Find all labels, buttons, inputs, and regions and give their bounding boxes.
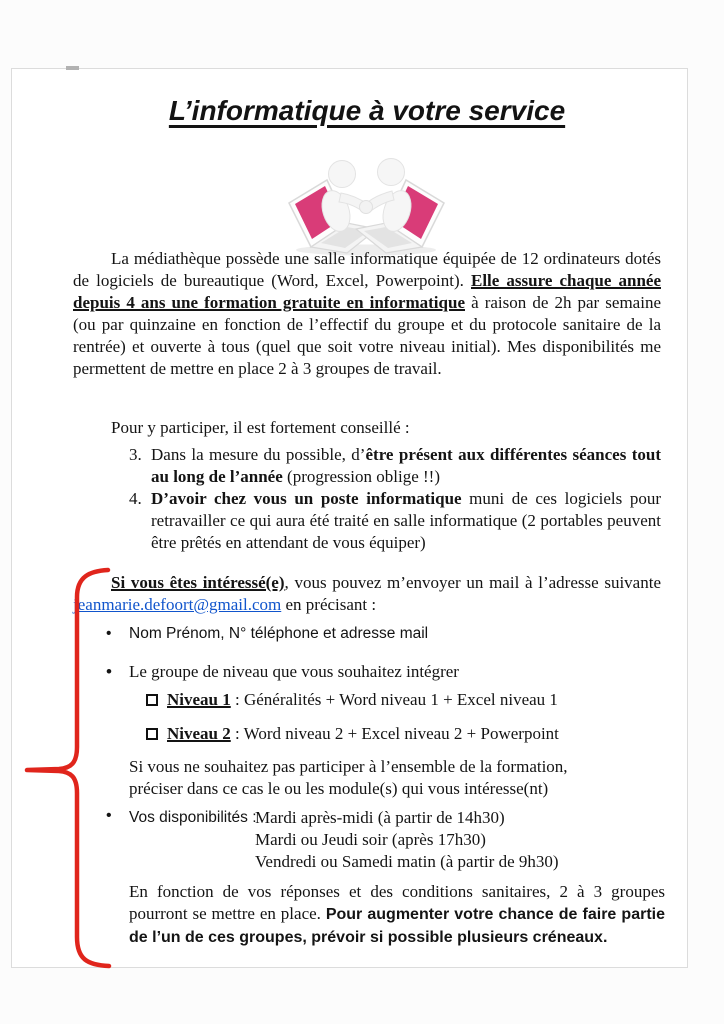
list-number: 4.: [129, 489, 142, 508]
advice-4-bold: D’avoir chez vous un poste informatique: [151, 489, 462, 508]
page-title: [73, 91, 661, 131]
stray-dash-mark: [66, 66, 79, 70]
contact-paragraph: [73, 572, 661, 616]
advice-intro-line: Pour y participer, il est fortement conseillé :: [111, 418, 410, 437]
intro-text-2: à raison de 2h par semaine (ou par quinzaine en fonction de l’effectif du groupe et du protocole sanitaire de la rentrée) et ouverte à tous (quel que soit votre niveau initial). Mes disponibilités me permettent de mettre en place 2 à 3 groupes de travail.: [73, 293, 661, 378]
bullet-item-level-group: [106, 661, 459, 683]
level-1-desc: : Généralités + Word niveau 1 + Excel niveau 1: [230, 690, 558, 709]
bullet-contact-info-text: Nom Prénom, N° téléphone et adresse mail: [129, 625, 429, 642]
closing-paragraph: [129, 881, 665, 949]
list-number: 3.: [129, 445, 142, 464]
bullet-item-availability: [106, 807, 662, 873]
advice-item-3: [129, 444, 661, 488]
checkbox-icon: [146, 694, 158, 706]
closing-bold: Pour augmenter votre chance de faire partie de l’un de ces groupes, prévoir si possible plusieurs créneaux.: [129, 906, 665, 946]
advice-3-bold: être présent aux différentes séances tout au long de l’année: [151, 445, 661, 486]
handshake-laptops-illustration: [279, 153, 454, 257]
advice-item-4: [129, 488, 661, 554]
level-2-desc: : Word niveau 2 + Excel niveau 2 + Powerpoint: [230, 724, 559, 743]
bullet-icon: •: [106, 625, 112, 642]
availability-slots: [255, 807, 662, 873]
checkbox-icon: [146, 728, 158, 740]
intro-bold-underline: Elle assure chaque année depuis 4 ans une formation gratuite en informatique: [73, 271, 661, 312]
advice-4-post: muni de ces logiciels pour retravailler ce qui aura été traité en salle informatique (2 portables peuvent être prêtés en attendant de vous équiper): [151, 489, 661, 552]
availability-label: Vos disponibilités :: [129, 809, 257, 826]
bullet-icon: •: [106, 662, 112, 681]
closing-lead: En fonction de vos réponses et des conditions sanitaires, 2 à 3 groupes pourront se mettre en place.: [129, 882, 665, 923]
page-title-text: L’informatique à votre service: [168, 95, 566, 126]
bullet-item-contact-info: [106, 623, 428, 645]
bullet-icon: •: [106, 807, 112, 824]
contact-post: en précisant :: [281, 595, 377, 614]
advice-3-post: (progression oblige !!): [282, 467, 440, 486]
document-page: [11, 68, 688, 968]
red-brace-annotation: [21, 567, 121, 971]
availability-slot: Vendredi ou Samedi matin (à partir de 9h30): [255, 852, 559, 871]
partial-participation-note: Si vous ne souhaitez pas participer à l’ensemble de la formation, préciser dans ce cas le ou les module(s) qui vous intéresse(nt): [129, 757, 568, 798]
email-link[interactable]: jeanmarie.defoort@gmail.com: [73, 595, 282, 614]
availability-slot: Mardi ou Jeudi soir (après 17h30): [255, 830, 486, 849]
availability-slot: Mardi après-midi (à partir de 14h30): [255, 808, 505, 827]
intro-text-1: La médiathèque possède une salle informatique équipée de 12 ordinateurs dotés de logiciels de bureautique (Word, Excel, Powerpoint).: [73, 249, 661, 290]
intro-paragraph: [73, 248, 661, 380]
level-1-label: Niveau 1: [167, 690, 231, 709]
level-option-2: [146, 723, 559, 745]
advice-3-pre: Dans la mesure du possible, d’: [151, 445, 366, 464]
bullet-level-group-text: Le groupe de niveau que vous souhaitez intégrer: [129, 662, 459, 681]
contact-mid: , vous pouvez m’envoyer un mail à l’adresse suivante: [284, 573, 661, 592]
level-option-1: [146, 689, 558, 711]
contact-lead-bold-underline: Si vous êtes intéressé(e): [111, 573, 285, 592]
level-2-label: Niveau 2: [167, 724, 231, 743]
hero-illustration-svg: [279, 153, 454, 257]
